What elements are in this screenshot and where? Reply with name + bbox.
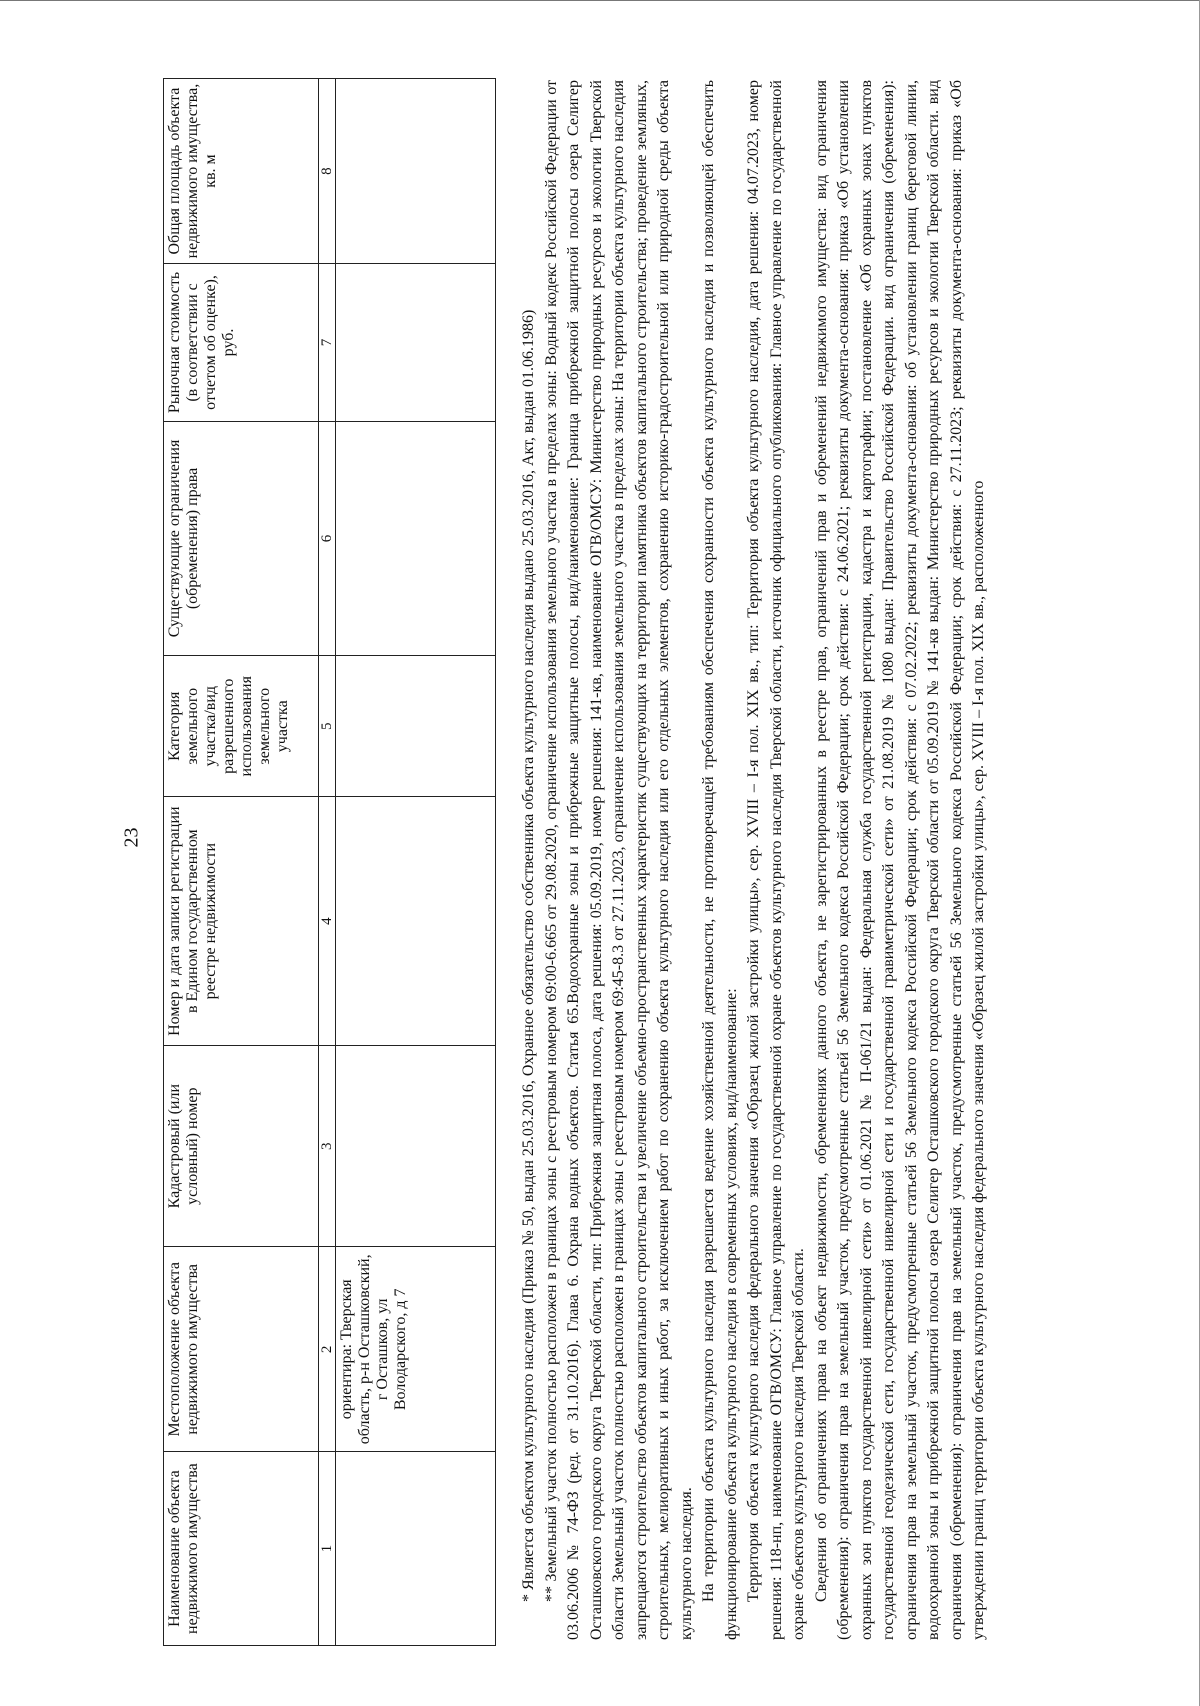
footnote-zones: ** Земельный участок полностью расположен в границах зоны с реестровым номером 69:00-6.665 от 29.08.2020, ограничение использования земельного участка в пределах зоны: Водный кодекс Российской Федерации от 03.06.2006 № 74-ФЗ (ред. от 31.10.2016). Глава 6. Охрана водных объектов. Статья 65.Водоохранные зоны и прибрежные защитные полосы, вид/наименование: Граница прибрежной защитной полосы озера Селигер Осташковского городского округа Тверской области, тип: Прибрежная защитная полоса, дата решения: 05.09.2019, номер решения: 141-кв, наименование ОГВ/ОМСУ: Министерство природных ресурсов и экологии Тверской области Земельный участок полностью расположен в границах зоны с реестровым номером 69:45-8.3 от 27.11.2023, ограничение использования земельного участка в пределах зоны: На территории объекта культурного наследия запрещаются строительство объектов капитального строительства и увеличение объемно-пространственных характеристик существующих на территории памятника объектов капитального строительства; проведение земляных, строительных, мелиоративных и иных работ, за исключением работ по сохранению объекта культурного наследия или его отдельных элементов, сохранению историко-градостроительной или природной среды объекта культурного наследия. [542,80,695,1640]
header-land-category: Категория земельного участка/вид разрешенного использования земельного участка [164,656,319,797]
footnote-heritage: * Является объектом культурного наследия (Приказ № 50, выдан 25.03.2016, Охранное обязательство собственника объекта культурного наследия выдано 25.03.2016, Акт, выдан 01.06.1986) [520,309,537,1602]
scan-edge-top [0,0,1200,11]
table-header-row [164,79,319,1646]
header-total-area: Общая площадь объекта недвижимого имущества, кв. м [164,79,319,264]
paragraph-permitted-activity: На территории объекта культурного наследия разрешается ведение хозяйственной деятельности, не противоречащей требованиям обеспечения сохранности объекта культурного наследия и позволяющей обеспечить функционирование объекта культурного наследия в современных условиях, вид/наименование: [700,80,740,1640]
column-number: 1 [319,1452,336,1646]
paragraph-heritage-territory: Территория объекта культурного наследия федерального значения «Образец жилой застройки улицы», сер. XVIII – I-я пол. XIX вв., тип: Территория объекта культурного наследия, дата решения: 04.07.2023, номер решения: 118-нп, наименование ОГВ/ОМСУ: Главное управление по государственной охране объектов культурного наследия Тверской области, источник официального опубликования: Главное управление по государственной охране объектов культурного наследия Тверской области. [745,80,807,1640]
cell-location: ориентира: Тверская область, р-н Осташковский, г Осташков, ул Володарского, д 7 [336,1247,496,1452]
header-market-value: Рыночная стоимость (в соответствии с отчетом об оценке), руб. [164,264,319,422]
cell-total-area [336,79,496,264]
footnotes [518,80,991,1640]
column-number: 7 [319,264,336,422]
column-number: 6 [319,421,336,655]
column-number: 3 [319,1045,336,1246]
cell-land-category [336,656,496,797]
header-object-name: Наименование объекта недвижимого имущества [164,1452,319,1646]
header-location: Местоположение объекта недвижимого имущества [164,1247,319,1452]
column-number: 5 [319,656,336,797]
column-number: 2 [319,1247,336,1452]
column-number: 8 [319,79,336,264]
column-number-row [319,79,336,1646]
cell-market-value [336,264,496,422]
rotated-page-content [163,78,1063,1646]
page-number: 23 [120,827,143,848]
property-table [163,78,496,1646]
table-row [336,79,496,1646]
column-number: 4 [319,797,336,1046]
cell-restrictions [336,421,496,655]
header-restrictions: Существующие ограничения (обременения) права [164,421,319,655]
cell-cadastral-number [336,1045,496,1246]
header-cadastral-number: Кадастровый (или условный) номер [164,1045,319,1246]
header-registration-record: Номер и дата записи регистрации в Едином государственном реестре недвижимости [164,797,319,1046]
cell-registration-record [336,797,496,1046]
cell-object-name [336,1452,496,1646]
paragraph-restrictions-info: Сведения об ограничениях права на объект недвижимости, обременениях данного объекта, не зарегистрированных в реестре прав, ограничений прав и обременений недвижимого имущества: вид ограничения (обременения): ограничения прав на земельный участок, предусмотренные статьей 56 Земельного кодекса Российской Федерации; срок действия: с 24.06.2021; реквизиты документа-основания: приказ «Об установлении охранных зон пунктов государственной нивелирной сети» от 01.06.2021 № П-061/21 выдан: Федеральная служба государственной регистрации, кадастра и картографии; постановление «Об охранных зонах пунктов государственной геодезической сети, государственной нивелирной сети и государственной гравиметрической сети» от 21.08.2019 № 1080 выдан: Правительство Российской Федерации. вид ограничения (обременения): ограничения прав на земельный участок, предусмотренные статьей 56 Земельного кодекса Российской Федерации; срок действия: с 07.02.2022; реквизиты документа-основания: об установлении границ береговой линии, водоохранной зоны и прибрежной защитной полосы озера Селигер Осташковского городского округа Тверской области от 05.09.2019 № 141-кв выдан: Министерство природных ресурсов и экологии Тверской области. вид ограничения (обременения): ограничения прав на земельный участок, предусмотренные статьей 56 Земельного кодекса Российской Федерации; срок действия: с 27.11.2023; реквизиты документа-основания: приказ «Об утверждении границ территории объекта культурного наследия федерального значения «Образец жилой застройки улицы», сер. XVIII – I-я пол. XIX вв., расположенного [812,80,987,1640]
